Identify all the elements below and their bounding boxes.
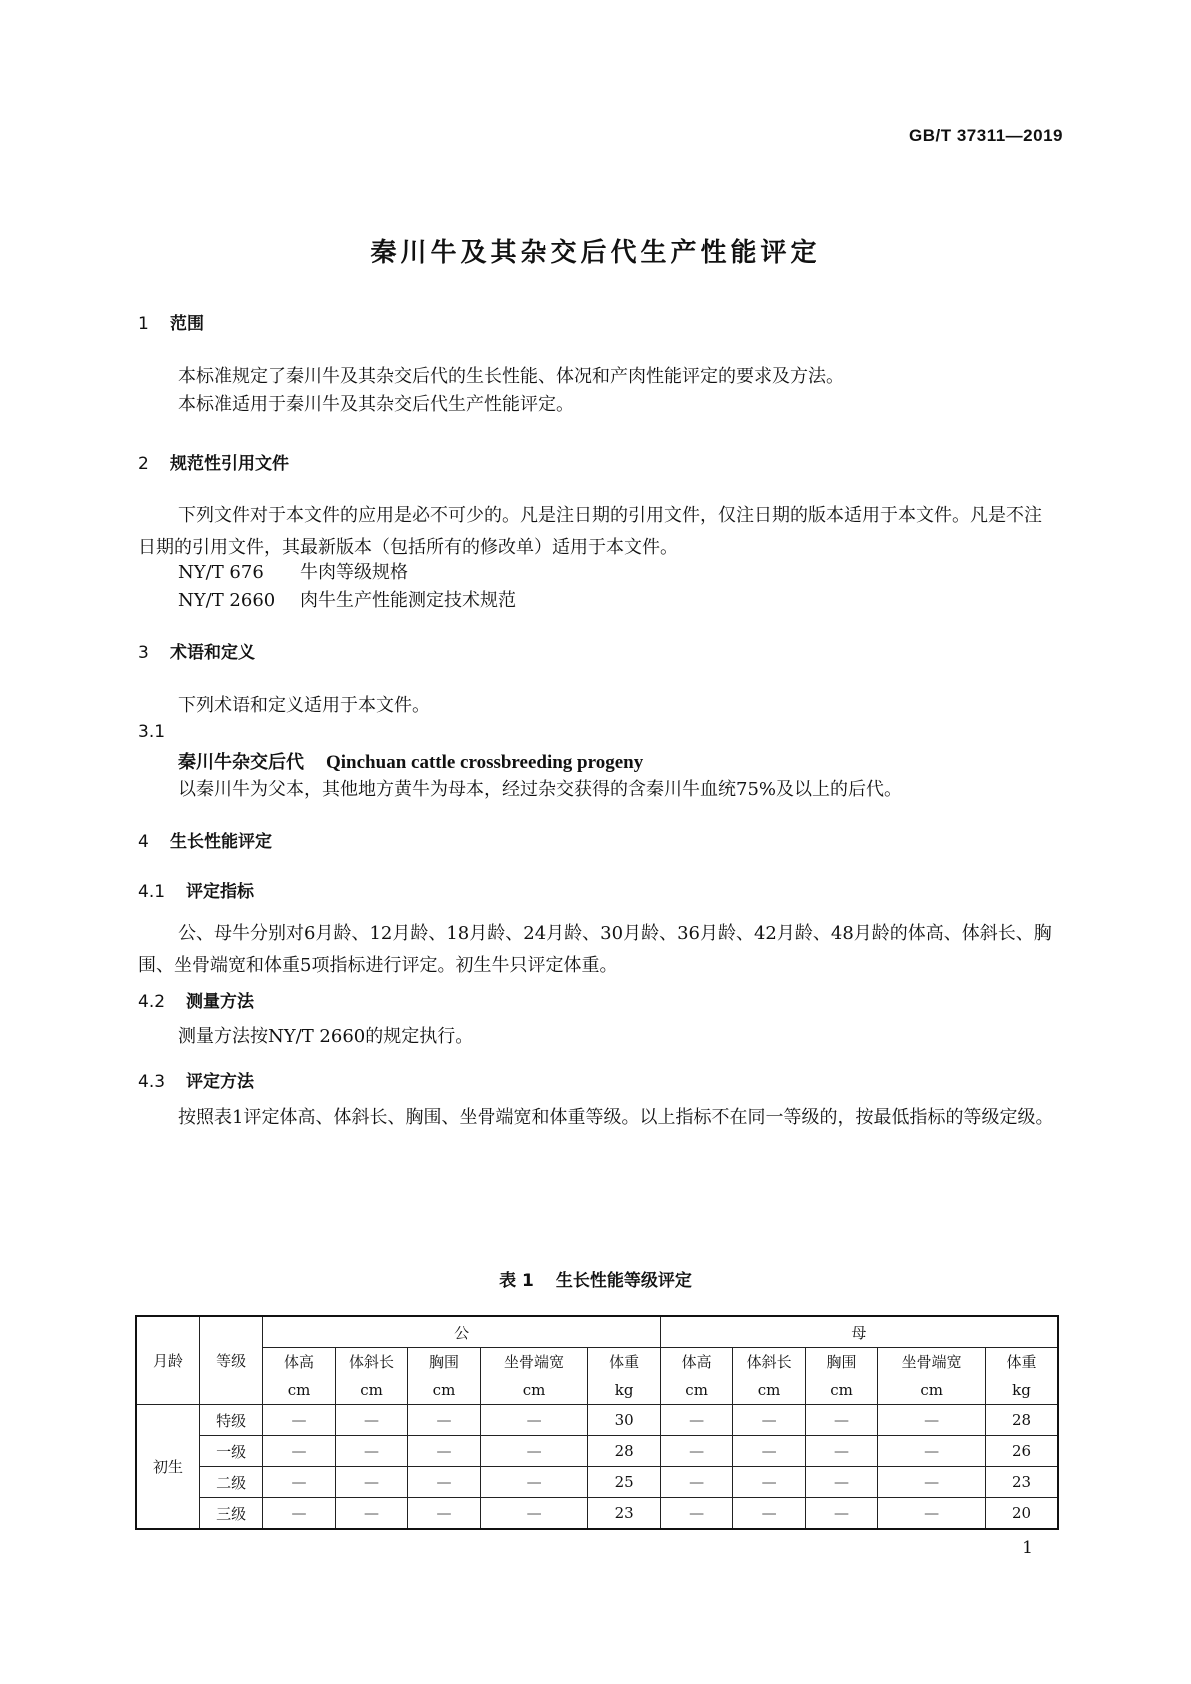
value-cell: —	[733, 1467, 805, 1498]
grade-cell: 二级	[199, 1467, 262, 1498]
reference-name: 牛肉等级规格	[300, 562, 408, 583]
section-number: 4.2	[138, 992, 166, 1012]
header-metric	[335, 1348, 407, 1405]
reference-item	[178, 586, 516, 612]
section-number: 1	[138, 314, 149, 334]
value-cell: —	[805, 1436, 877, 1467]
page-number: 1	[1022, 1538, 1033, 1558]
metric-unit: cm	[830, 1381, 853, 1399]
section-title: 评定方法	[186, 1072, 254, 1092]
section-4-3-heading	[138, 1067, 254, 1092]
header-age: 月龄	[136, 1316, 199, 1405]
metric-name: 坐骨端宽	[901, 1353, 962, 1371]
metric-name: 体重	[1006, 1353, 1037, 1371]
section-title: 测量方法	[186, 992, 254, 1012]
term-chinese: 秦川牛杂交后代	[178, 752, 304, 773]
header-metric	[408, 1348, 480, 1405]
section-4-2-heading	[138, 987, 254, 1012]
page-title: 秦川牛及其杂交后代生产性能评定	[370, 238, 821, 268]
value-cell: 28	[985, 1405, 1058, 1436]
value-cell: —	[263, 1498, 335, 1530]
value-cell: —	[480, 1436, 588, 1467]
section-number: 3	[138, 643, 149, 663]
value-cell: —	[660, 1467, 732, 1498]
value-cell: —	[733, 1405, 805, 1436]
value-cell: —	[660, 1436, 732, 1467]
value-cell: 26	[985, 1436, 1058, 1467]
section-title: 生长性能评定	[170, 832, 272, 852]
value-cell: —	[263, 1436, 335, 1467]
header-metric	[588, 1348, 660, 1405]
metric-name: 体重	[609, 1353, 640, 1371]
metric-unit: cm	[522, 1381, 546, 1399]
table-row	[136, 1436, 1058, 1467]
reference-item	[178, 558, 408, 584]
value-cell: —	[335, 1436, 407, 1467]
section-title: 评定指标	[186, 882, 254, 902]
value-cell: —	[805, 1467, 877, 1498]
header-metric	[733, 1348, 805, 1405]
paragraph: 测量方法按NY/T 2660的规定执行。	[178, 1026, 474, 1047]
section-1-heading	[138, 309, 204, 334]
metric-name: 胸围	[826, 1353, 857, 1371]
value-cell: —	[733, 1498, 805, 1530]
value-cell: 23	[985, 1467, 1058, 1498]
table-number: 表 1	[499, 1271, 534, 1291]
header-metric	[985, 1348, 1058, 1405]
value-cell: 28	[588, 1436, 660, 1467]
section-3-heading	[138, 638, 255, 663]
table-row	[136, 1467, 1058, 1498]
value-cell: —	[408, 1467, 480, 1498]
standard-number: GB/T 37311—2019	[909, 126, 1063, 145]
value-cell: —	[335, 1405, 407, 1436]
section-4-1-heading	[138, 877, 254, 902]
value-cell: —	[878, 1436, 986, 1467]
metric-unit: cm	[920, 1381, 943, 1399]
reference-code: NY/T 2660	[178, 590, 276, 611]
section-title: 术语和定义	[170, 643, 255, 663]
section-4-heading	[138, 827, 272, 852]
value-cell: —	[805, 1405, 877, 1436]
paragraph: 下列文件对于本文件的应用是必不可少的。凡是注日期的引用文件，仅注日期的版本适用于本文件。凡是不注日期的引用文件，其最新版本（包括所有的修改单）适用于本文件。	[138, 505, 1042, 558]
header-grade: 等级	[199, 1316, 262, 1405]
section-number: 2	[138, 454, 149, 474]
term-entry	[178, 748, 643, 774]
value-cell: —	[335, 1498, 407, 1530]
value-cell: —	[408, 1436, 480, 1467]
term-number: 3.1	[138, 722, 166, 742]
value-cell: —	[805, 1498, 877, 1530]
table-row	[136, 1498, 1058, 1530]
value-cell: —	[408, 1405, 480, 1436]
paragraph: 下列术语和定义适用于本文件。	[178, 695, 430, 716]
header-female: 母	[660, 1316, 1058, 1348]
section-title: 规范性引用文件	[170, 454, 289, 474]
grade-cell: 一级	[199, 1436, 262, 1467]
header-metric	[660, 1348, 732, 1405]
metric-unit: cm	[432, 1381, 456, 1399]
metric-unit: kg	[1012, 1381, 1031, 1399]
metric-name: 体高	[284, 1353, 315, 1371]
section-title: 范围	[170, 314, 204, 334]
term-english: Qinchuan cattle crossbreeding progeny	[326, 752, 644, 773]
header-metric	[480, 1348, 588, 1405]
metric-unit: cm	[360, 1381, 383, 1399]
value-cell: —	[733, 1436, 805, 1467]
value-cell: —	[660, 1498, 732, 1530]
metric-unit: cm	[757, 1381, 781, 1399]
value-cell: 23	[588, 1498, 660, 1530]
table-header-row	[136, 1348, 1058, 1405]
header-metric	[263, 1348, 335, 1405]
value-cell: —	[660, 1405, 732, 1436]
value-cell: —	[878, 1405, 986, 1436]
metric-unit: cm	[685, 1381, 708, 1399]
table-title: 生长性能等级评定	[555, 1271, 692, 1291]
paragraph: 公、母牛分别对6月龄、12月龄、18月龄、24月龄、30月龄、36月龄、42月龄、48月龄的体高、体斜长、胸围、坐骨端宽和体重5项指标进行评定。初生牛只评定体重。	[138, 923, 1052, 976]
metric-name: 胸围	[428, 1353, 459, 1371]
paragraph: 本标准规定了秦川牛及其杂交后代的生长性能、体况和产肉性能评定的要求及方法。	[178, 366, 844, 387]
metric-name: 体斜长	[349, 1353, 395, 1371]
value-cell: 30	[588, 1405, 660, 1436]
grade-cell: 特级	[199, 1405, 262, 1436]
table-caption	[0, 1266, 1191, 1291]
header-male: 公	[263, 1316, 661, 1348]
value-cell: —	[263, 1467, 335, 1498]
value-cell: —	[480, 1467, 588, 1498]
header-metric	[805, 1348, 877, 1405]
value-cell: —	[480, 1498, 588, 1530]
table-row	[136, 1405, 1058, 1436]
metric-unit: cm	[287, 1381, 311, 1399]
reference-name: 肉牛生产性能测定技术规范	[300, 590, 516, 611]
metric-name: 体斜长	[746, 1353, 792, 1371]
section-number: 4	[138, 832, 149, 852]
grade-cell: 三级	[199, 1498, 262, 1530]
value-cell: —	[480, 1405, 588, 1436]
value-cell: —	[408, 1498, 480, 1530]
metric-name: 坐骨端宽	[504, 1353, 565, 1371]
value-cell: —	[335, 1467, 407, 1498]
paragraph: 按照表1评定体高、体斜长、胸围、坐骨端宽和体重等级。以上指标不在同一等级的，按最低指标的等级定级。	[178, 1107, 1054, 1128]
section-2-heading	[138, 449, 289, 474]
section-number: 4.1	[138, 882, 166, 902]
value-cell: —	[878, 1467, 986, 1498]
value-cell: —	[263, 1405, 335, 1436]
growth-grade-table	[135, 1315, 1059, 1530]
value-cell: 25	[588, 1467, 660, 1498]
term-definition: 以秦川牛为父本，其他地方黄牛为母本，经过杂交获得的含秦川牛血统75%及以上的后代。	[178, 779, 903, 800]
age-group-cell: 初生	[136, 1405, 199, 1530]
header-metric	[878, 1348, 986, 1405]
reference-code: NY/T 676	[178, 562, 264, 583]
table-header-row	[136, 1316, 1058, 1348]
value-cell: —	[878, 1498, 986, 1530]
value-cell: 20	[985, 1498, 1058, 1530]
metric-name: 体高	[681, 1353, 712, 1371]
section-number: 4.3	[138, 1072, 166, 1092]
metric-unit: kg	[614, 1381, 634, 1399]
paragraph: 本标准适用于秦川牛及其杂交后代生产性能评定。	[178, 394, 574, 415]
